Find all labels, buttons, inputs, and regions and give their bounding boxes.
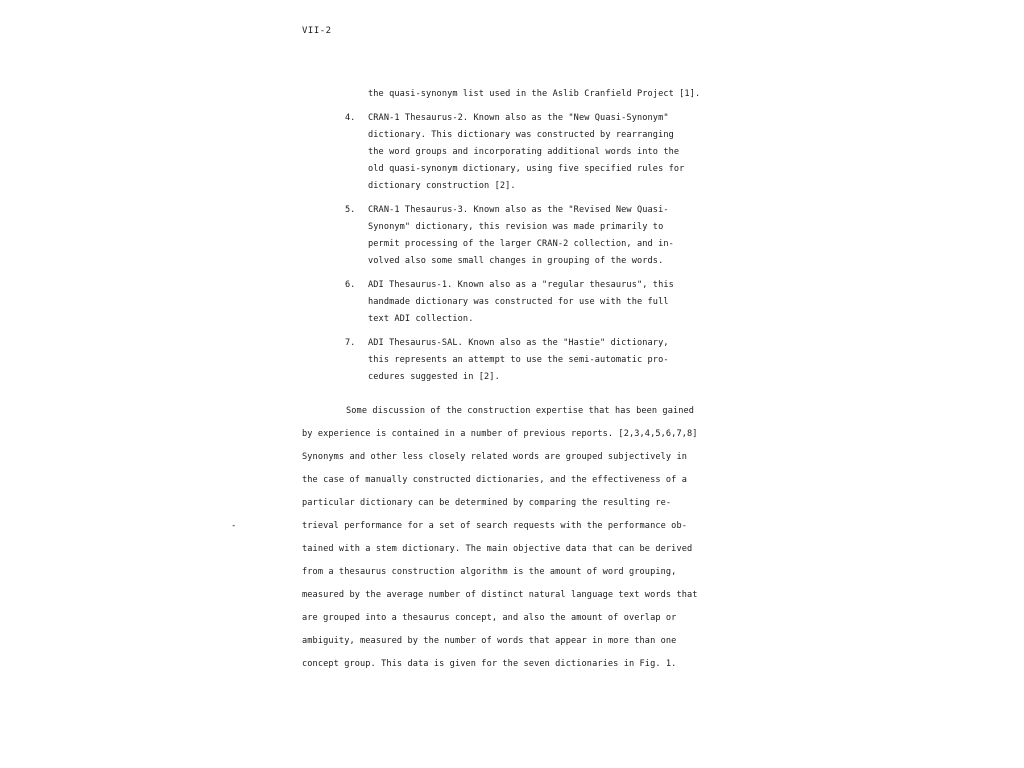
list-item-line: old quasi-synonym dictionary, using five specified rules for <box>368 164 685 174</box>
paragraph-line: Some discussion of the construction expertise that has been gained <box>346 406 695 416</box>
list-item-line: dictionary construction [2]. <box>368 181 516 191</box>
paragraph-line: trieval performance for a set of search requests with the performance ob- <box>302 521 687 531</box>
paragraph-line: by experience is contained in a number of previous reports. [2,3,4,5,6,7,8] <box>302 429 698 439</box>
paragraph-line: Synonyms and other less closely related words are grouped subjectively in <box>302 452 687 462</box>
list-item-number: 6. <box>345 280 356 290</box>
list-item-number: 7. <box>345 338 356 348</box>
list-item-number: 4. <box>345 113 356 123</box>
list-item-line: this represents an attempt to use the semi-automatic pro- <box>368 355 669 365</box>
list-item-number: 5. <box>345 205 356 215</box>
paragraph-line: ambiguity, measured by the number of words that appear in more than one <box>302 636 677 646</box>
list-item-line: CRAN-1 Thesaurus-2. Known also as the "New Quasi-Synonym" <box>368 113 669 123</box>
continuation-line: the quasi-synonym list used in the Aslib Cranfield Project [1]. <box>368 89 701 99</box>
list-item-line: permit processing of the larger CRAN-2 collection, and in- <box>368 239 674 249</box>
list-item-line: handmade dictionary was constructed for use with the full <box>368 297 669 307</box>
list-item-line: ADI Thesaurus-1. Known also as a "regular thesaurus", this <box>368 280 674 290</box>
paragraph-line: the case of manually constructed dictionaries, and the effectiveness of a <box>302 475 687 485</box>
list-item-line: text ADI collection. <box>368 314 474 324</box>
margin-mark: - <box>231 521 237 531</box>
list-item-line: Synonym" dictionary, this revision was made primarily to <box>368 222 664 232</box>
paragraph-line: concept group. This data is given for the seven dictionaries in Fig. 1. <box>302 659 677 669</box>
list-item-line: cedures suggested in [2]. <box>368 372 500 382</box>
paragraph-line: particular dictionary can be determined by comparing the resulting re- <box>302 498 672 508</box>
list-item-line: ADI Thesaurus-SAL. Known also as the "Hastie" dictionary, <box>368 338 669 348</box>
list-item-line: dictionary. This dictionary was constructed by rearranging <box>368 130 674 140</box>
list-item-line: volved also some small changes in grouping of the words. <box>368 256 664 266</box>
paragraph-line: from a thesaurus construction algorithm is the amount of word grouping, <box>302 567 677 577</box>
list-item-line: the word groups and incorporating additional words into the <box>368 147 680 157</box>
paragraph-line: tained with a stem dictionary. The main objective data that can be derived <box>302 544 693 554</box>
paragraph-line: measured by the average number of distinct natural language text words that <box>302 590 698 600</box>
list-item-line: CRAN-1 Thesaurus-3. Known also as the "Revised New Quasi- <box>368 205 669 215</box>
paragraph-line: are grouped into a thesaurus concept, and also the amount of overlap or <box>302 613 677 623</box>
page-header: VII-2 <box>302 26 332 36</box>
